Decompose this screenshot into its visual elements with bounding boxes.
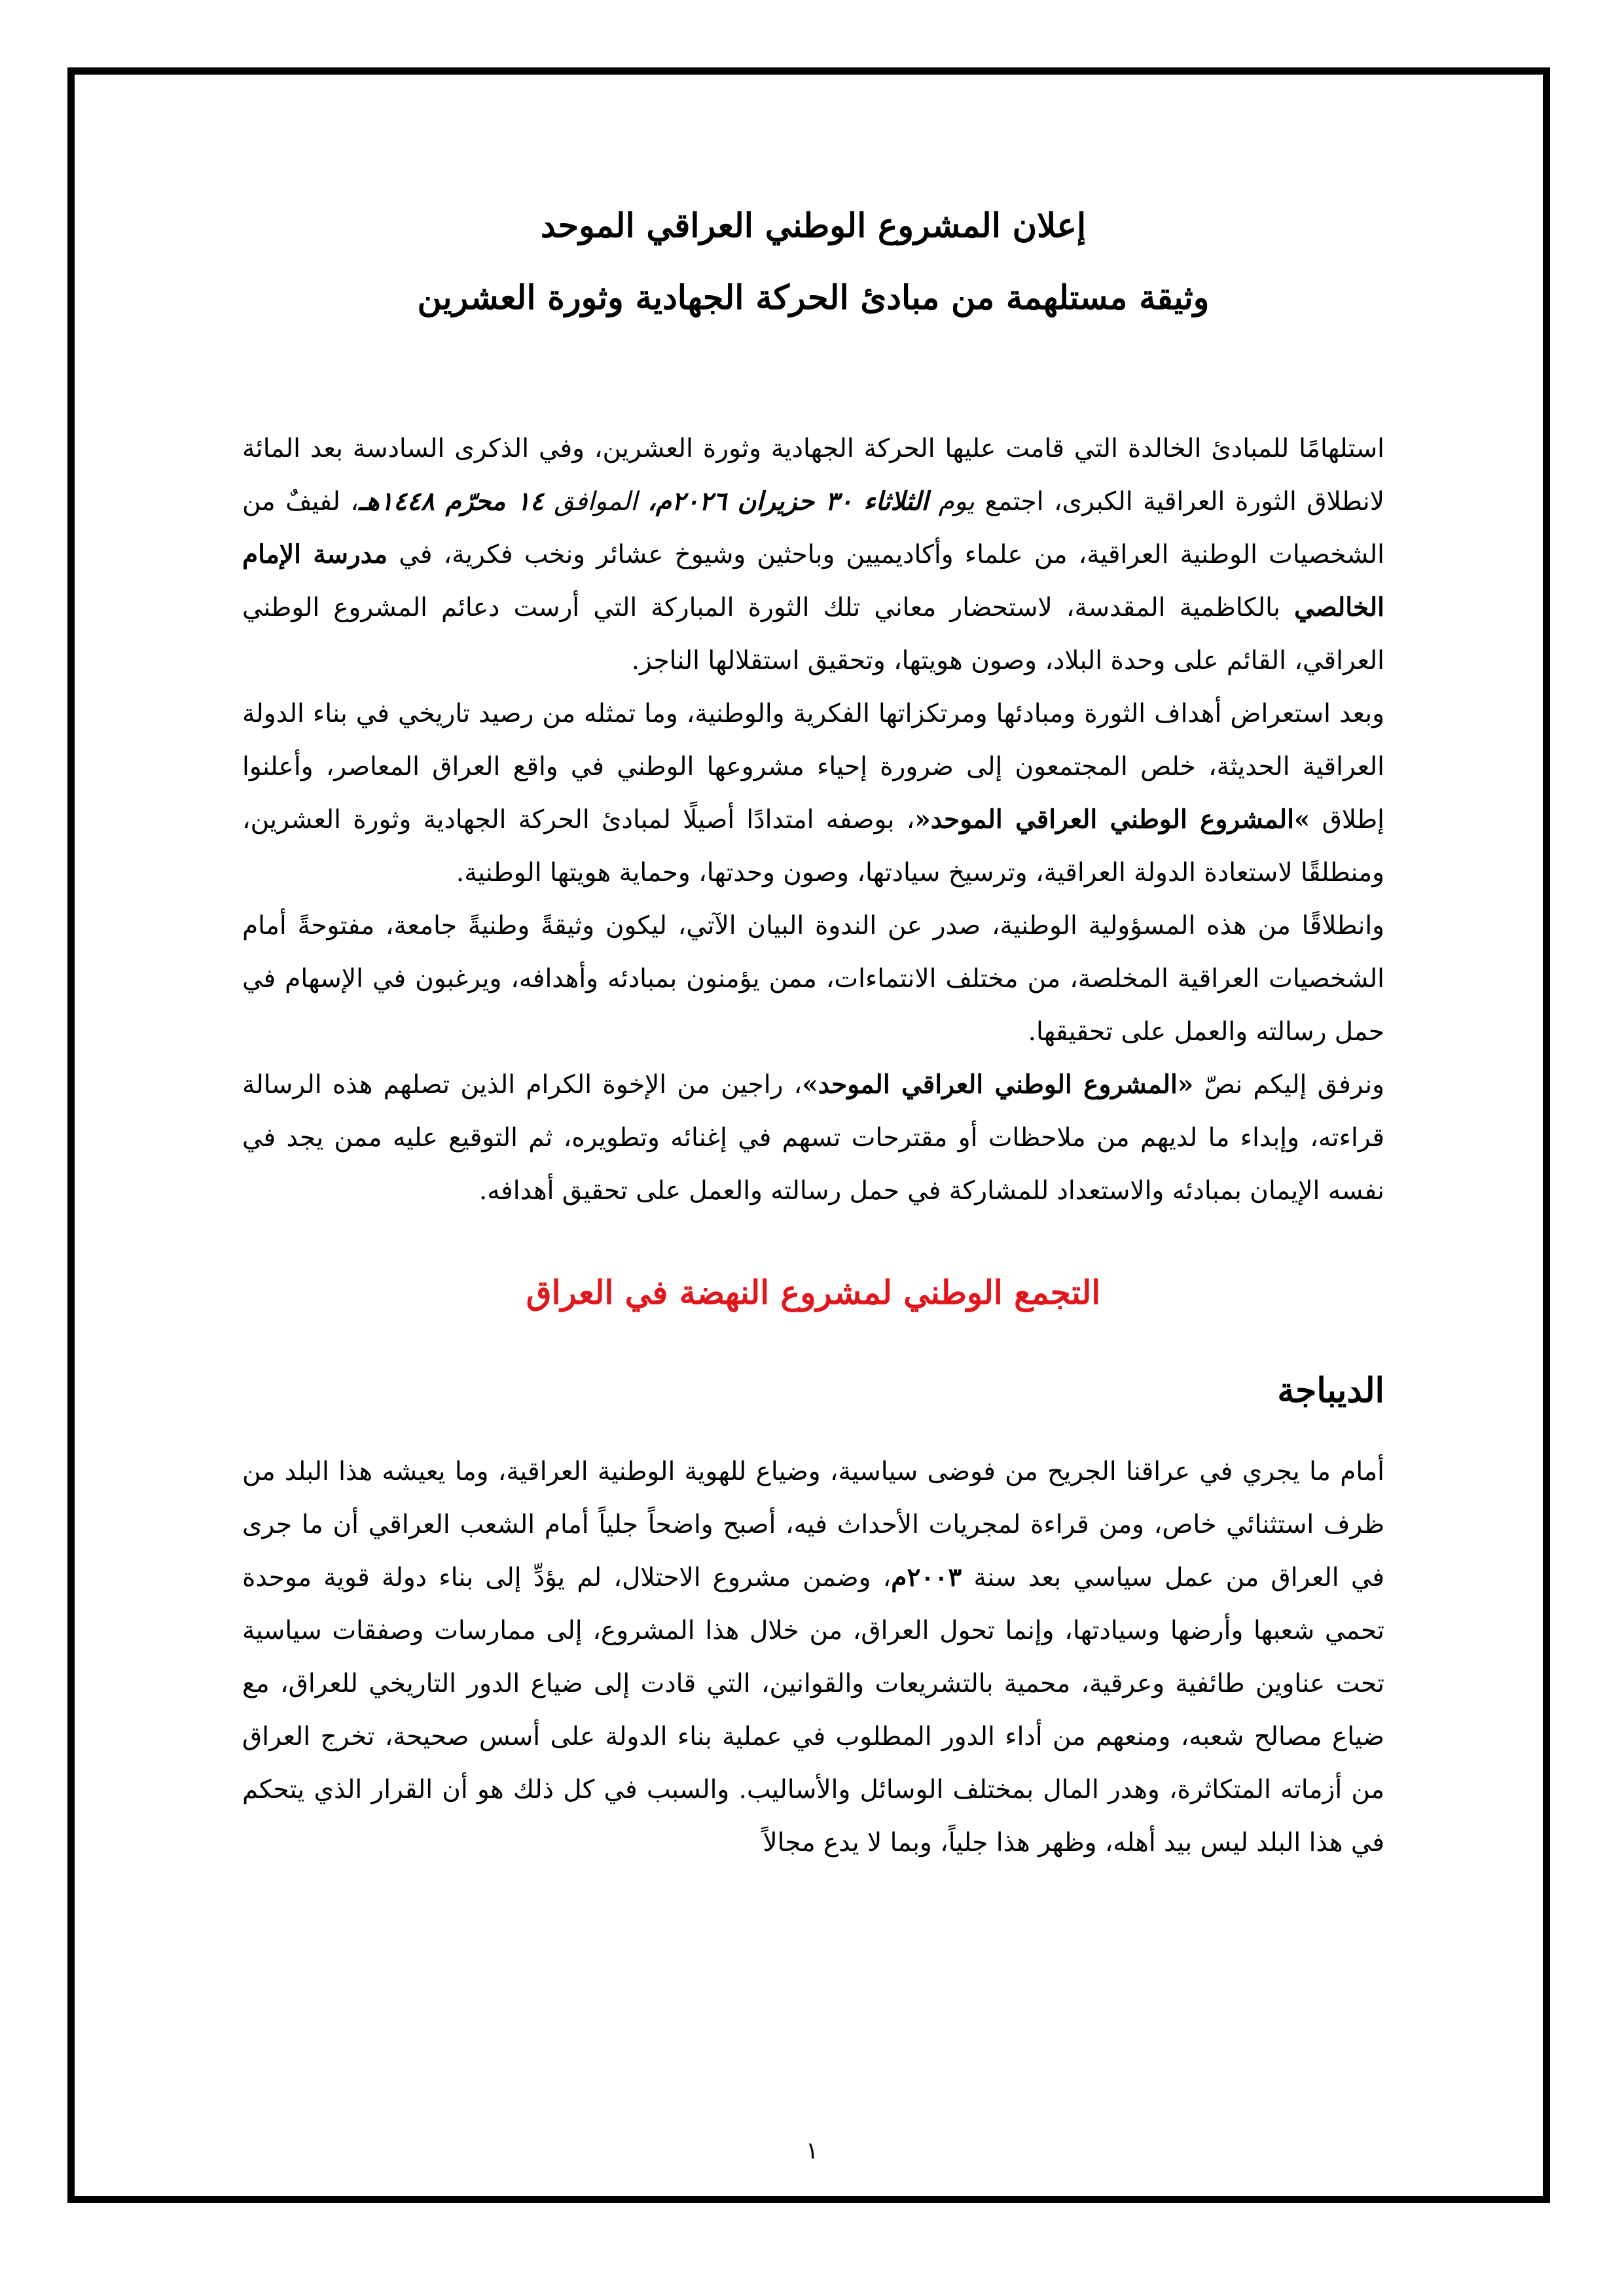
document-subtitle: وثيقة مستلهمة من مبادئ الحركة الجهادية وثورة العشرين [417, 278, 1210, 317]
document-body [242, 190, 1384, 1869]
intro-paragraph-3: وانطلاقًا من هذه المسؤولية الوطنية، صدر عن الندوة البيان الآتي، ليكون وثيقةً وطنيةً جامعة، مفتوحةً أمام الشخصيات العراقية المخلصة، من مختلف الانتماءات، ممن يؤمنون بمبادئه وأهدافه، ويرغبون في الإسهام في حمل رسالته والعمل على تحقيقها. [242, 911, 1384, 1047]
intro-p1-corresponding: الموافق [543, 487, 648, 516]
preamble-p1-year: ٢٠٠٣م [891, 1562, 962, 1592]
preamble-paragraph-1 [242, 1445, 1384, 1869]
intro-p4-text-a: ونرفق إليكم نصّ [1193, 1070, 1384, 1100]
preamble-p1-text-a: أمام ما يجري في عراقنا الجريح من فوضى سياسية، وضياع للهوية الوطنية العراقية، وما يعيشه هذا البلد من ظرف استثنائي خاص، ومن قراءة لمجريات الأحداث فيه، أصبح واضحاً جلياً أمام الشعب العراقي أن ما جرى في العراق من عمل سياسي بعد سنة [242, 1457, 1384, 1592]
intro-p2-project-name: »المشروع الوطني العراقي الموحد« [914, 804, 1310, 834]
intro-paragraph-1 [242, 422, 1384, 687]
intro-p1-date: الثلاثاء ٣٠ حزيران ٢٠٢٦م، [647, 486, 929, 516]
intro-p4-text-b: ، راجين من الإخوة الكرام الذين تصلهم هذه الرسالة قراءته، وإبداء ما لديهم من ملاحظات أو مقترحات تسهم في إغنائه وتطويره، ثم التوقيع عليه ممن يجد في نفسه الإيمان بمبادئه والاستعداد للمشاركة في حمل رسالته والعمل على تحقيق أهدافه. [242, 1070, 1384, 1206]
intro-p1-school-name: مدرسة الإمام الخالصي [242, 539, 1384, 622]
intro-p2-text-b: ، بوصفه امتدادًا أصيلًا لمبادئ الحركة الجهادية وثورة العشرين، ومنطلقًا لاستعادة الدولة العراقية، وترسيخ سيادتها، وصون وحدتها، وحماية هويتها الوطنية. [242, 805, 1384, 888]
intro-p1-text-b: ، لفيفٌ من الشخصيات الوطنية العراقية، من علماء وأكاديميين وباحثين وشيوخ عشائر ونخب فكرية، في [242, 487, 1385, 569]
organization-name: التجمع الوطني لمشروع النهضة في العراق [526, 1273, 1101, 1312]
intro-p1-hijri-date: ١٤ محرّم ١٤٤٨هـ [358, 486, 544, 516]
document-title-block [242, 190, 1384, 334]
intro-p1-text-c: بالكاظمية المقدسة، لاستحضار معاني تلك الثورة المباركة التي أرست دعائم المشروع الوطني العراقي، القائم على وحدة البلاد، وصون هويتها، وتحقيق استقلالها الناجز. [242, 593, 1384, 675]
page-number: ١ [805, 2138, 819, 2164]
intro-p1-text-a: استلهامًا للمبادئ الخالدة التي قامت عليها الحركة الجهادية وثورة العشرين، وفي الذكرى السادسة بعد المائة لانطلاق الثورة العراقية الكبرى، اجتمع [242, 434, 1384, 516]
intro-paragraph-2 [242, 687, 1384, 899]
preamble-heading: الديباجة [1277, 1371, 1384, 1410]
intro-paragraph-4 [242, 1058, 1384, 1217]
document-title: إعلان المشروع الوطني العراقي الموحد [540, 206, 1087, 245]
intro-p4-project-name: «المشروع الوطني العراقي الموحد» [802, 1069, 1194, 1100]
intro-p1-day: يوم [928, 487, 975, 516]
preamble-p1-text-b: ، وضمن مشروع الاحتلال، لم يؤدِّ إلى بناء دولة قوية موحدة تحمي شعبها وأرضها وسيادتها، وإنما تحول العراق، من خلال هذا المشروع، إلى ممارسات وصفقات سياسية تحت عناوين طائفية وعرقية، محمية بالتشريعات والقوانين، التي قادت إلى ضياع الدور التاريخي للعراق، مع ضياع مصالح شعبه، ومنعهم من أداء الدور المطلوب في عملية بناء الدولة على أسس صحيحة، تخرج العراق من أزماته المتكاثرة، وهدر المال بمختلف الوسائل والأساليب. والسبب في كل ذلك هو أن القرار الذي يتحكم في هذا البلد ليس بيد أهله، وظهر هذا جلياً، وبما لا يدع مجالاً [242, 1563, 1384, 1857]
intro-p2-text-a: وبعد استعراض أهداف الثورة ومبادئها ومرتكزاتها الفكرية والوطنية، وما تمثله من رصيد تاريخي في بناء الدولة العراقية الحديثة، خلص المجتمعون إلى ضرورة إحياء مشروعها الوطني في واقع العراق المعاصر، وأعلنوا إطلاق [242, 699, 1384, 834]
